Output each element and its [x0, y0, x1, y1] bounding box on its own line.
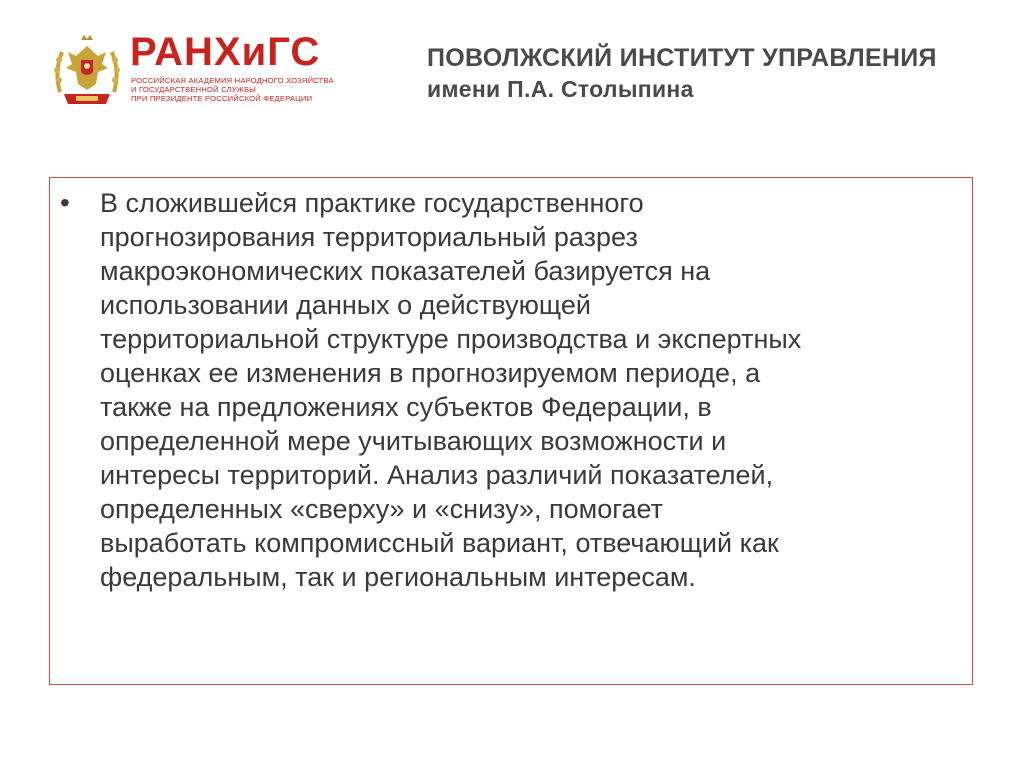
bullet-line: использовании данных о действующей — [100, 290, 591, 320]
bullet-line: выработать компромиссный вариант, отвечающий как — [100, 528, 779, 558]
bullet-line: интересы территорий. Анализ различий показателей, — [100, 460, 774, 490]
brand-subtitle-line: ПРИ ПРЕЗИДЕНТЕ РОССИЙСКОЙ ФЕДЕРАЦИИ — [131, 94, 313, 103]
institute-title: ПОВОЛЖСКИЙ ИНСТИТУТ УПРАВЛЕНИЯ — [427, 44, 937, 72]
bullet-line: также на предложениях субъектов Федерации, в — [100, 392, 712, 422]
brand-subtitle-line: И ГОСУДАРСТВЕННОЙ СЛУЖБЫ — [131, 85, 257, 94]
bullet-line: территориальной структуре производства и экспертных — [100, 324, 802, 354]
bullet-line: макроэкономических показателей базируется на — [100, 256, 711, 286]
brand-subtitle — [131, 76, 334, 103]
bullet-line: оценках ее изменения в прогнозируемом периоде, а — [100, 358, 761, 388]
bullet-line: определенных «сверху» и «снизу», помогает — [100, 494, 664, 524]
institute-subtitle: имени П.А. Столыпина — [427, 76, 694, 102]
slide-header — [0, 0, 1024, 125]
bullet-line: В сложившейся практике государственного — [100, 188, 644, 218]
bullet-text — [100, 186, 960, 594]
bullet-line: прогнозирования территориальный разрез — [100, 222, 638, 252]
bullet-line: определенной мере учитывающих возможности и — [100, 426, 727, 456]
brand-subtitle-line: РОССИЙСКАЯ АКАДЕМИЯ НАРОДНОГО ХОЗЯЙСТВА — [131, 76, 334, 85]
academy-emblem-icon — [50, 32, 124, 112]
content-box — [49, 177, 973, 685]
bullet-item — [60, 186, 960, 594]
brand-name: РАНХиГС — [130, 30, 321, 74]
bullet-icon: • — [60, 187, 70, 218]
bullet-line: федеральным, так и региональным интересам. — [100, 562, 696, 592]
